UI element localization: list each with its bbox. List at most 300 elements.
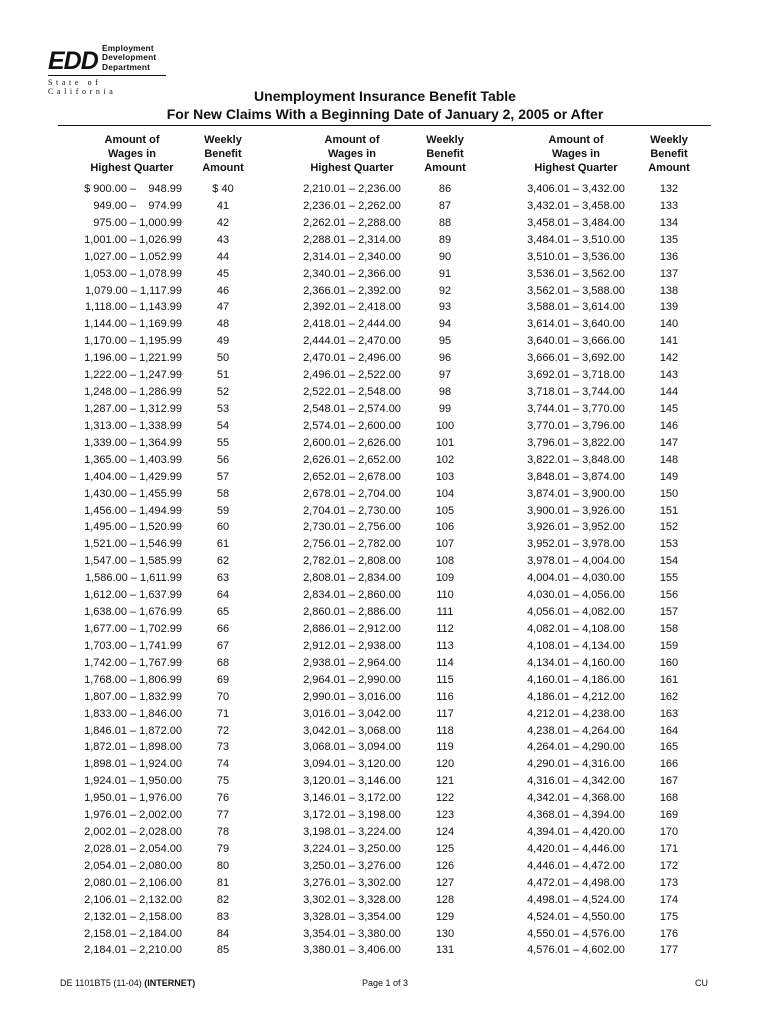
wage-range-cell: 2,444.01 – 2,470.00	[303, 335, 401, 348]
wage-range-cell: 3,146.01 – 3,172.00	[303, 792, 401, 805]
wage-range-cell: 3,666.01 – 3,692.00	[527, 352, 625, 365]
benefit-amount-cell: 160	[659, 656, 679, 669]
benefit-amount-cell: 54	[216, 419, 230, 432]
header-text: Amount	[202, 162, 244, 174]
table-row	[0, 249, 770, 266]
wage-range-cell: 4,238.01 – 4,264.00	[527, 724, 625, 737]
benefit-amount-cell: 45	[216, 267, 230, 280]
column-header-wages-1	[70, 133, 194, 175]
table-row	[0, 333, 770, 350]
benefit-amount-cell: 77	[216, 809, 230, 822]
wage-range-cell: 2,392.01 – 2,418.00	[303, 301, 401, 314]
table-row	[0, 604, 770, 621]
wage-range-cell: 3,276.01 – 3,302.00	[303, 876, 401, 889]
benefit-amount-cell: 49	[216, 335, 230, 348]
header-text: Amount of	[324, 134, 380, 146]
wage-range-cell: 2,990.01 – 3,016.00	[303, 690, 401, 703]
header-text: Benefit	[426, 148, 464, 160]
benefit-amount-cell: 143	[659, 369, 679, 382]
wage-range-cell: 4,082.01 – 4,108.00	[527, 622, 625, 635]
wage-range-cell: 2,782.01 – 2,808.00	[303, 555, 401, 568]
wage-range-cell: 4,550.01 – 4,576.00	[527, 927, 625, 940]
header-text: Weekly	[426, 134, 464, 146]
header-text: Wages in	[552, 148, 600, 160]
header-text: Wages in	[328, 148, 376, 160]
wage-range-cell: 4,030.01 – 4,056.00	[527, 589, 625, 602]
wage-range-cell: 2,756.01 – 2,782.00	[303, 538, 401, 551]
benefit-amount-cell: 172	[659, 859, 679, 872]
wage-range-cell: 1,027.00 – 1,052.99	[84, 250, 182, 263]
wage-range-cell: 3,094.01 – 3,120.00	[303, 758, 401, 771]
table-row	[0, 587, 770, 604]
wage-range-cell: 1,586.00 – 1,611.99	[84, 572, 182, 585]
table-row	[0, 384, 770, 401]
wage-range-cell: 3,380.01 – 3,406.00	[303, 944, 401, 957]
header-text: Highest Quarter	[90, 162, 174, 174]
table-row	[0, 536, 770, 553]
table-row	[0, 181, 770, 198]
benefit-amount-cell: 165	[659, 741, 679, 754]
wage-range-cell: 1,547.00 – 1,585.99	[84, 555, 182, 568]
wage-range-cell: 3,692.01 – 3,718.00	[527, 369, 625, 382]
benefit-amount-cell: 125	[435, 842, 455, 855]
wage-range-cell: 2,366.01 – 2,392.00	[303, 284, 401, 297]
benefit-amount-cell: 80	[216, 859, 230, 872]
wage-range-cell: 975.00 – 1,000.99	[93, 216, 182, 229]
benefit-amount-cell: 100	[435, 419, 455, 432]
benefit-amount-cell: 158	[659, 622, 679, 635]
header-text: Highest Quarter	[310, 162, 394, 174]
edd-logo-mark: EDD	[48, 47, 98, 75]
header-text: Benefit	[650, 148, 688, 160]
wage-range-cell: 2,184.01 – 2,210.00	[84, 944, 182, 957]
benefit-amount-cell: 115	[436, 673, 454, 686]
header-text: Highest Quarter	[534, 162, 618, 174]
table-row	[0, 486, 770, 503]
benefit-amount-cell: 155	[659, 572, 679, 585]
table-row	[0, 824, 770, 841]
table-row	[0, 266, 770, 283]
table-row	[0, 621, 770, 638]
benefit-amount-cell: 59	[216, 504, 230, 517]
benefit-amount-cell: 175	[659, 910, 679, 923]
wage-range-cell: 2,054.01 – 2,080.00	[84, 859, 182, 872]
benefit-amount-cell: 102	[435, 453, 455, 466]
wage-range-cell: 1,404.00 – 1,429.99	[84, 470, 182, 483]
table-row	[0, 469, 770, 486]
wage-range-cell: 4,004.01 – 4,030.00	[527, 572, 625, 585]
benefit-amount-cell: 97	[438, 369, 452, 382]
benefit-amount-cell: 62	[216, 555, 230, 568]
benefit-amount-cell: 87	[438, 199, 452, 212]
wage-range-cell: 3,406.01 – 3,432.00	[527, 183, 625, 195]
wage-range-cell: 3,328.01 – 3,354.00	[303, 910, 401, 923]
wage-range-cell: 2,418.01 – 2,444.00	[303, 318, 401, 331]
table-row	[0, 435, 770, 452]
benefit-amount-cell: 161	[659, 673, 679, 686]
benefit-amount-cell: 112	[436, 622, 454, 635]
wage-range-cell: 3,042.01 – 3,068.00	[303, 724, 401, 737]
benefit-amount-cell: 166	[659, 758, 679, 771]
wage-range-cell: 1,222.00 – 1,247.99	[84, 369, 182, 382]
page-subtitle: For New Claims With a Beginning Date of January 2, 2005 or After	[166, 106, 604, 122]
wage-range-cell: 2,860.01 – 2,886.00	[303, 606, 401, 619]
wage-range-cell: 1,924.01 – 1,950.00	[84, 775, 182, 788]
benefit-amount-cell: 116	[436, 690, 454, 703]
benefit-amount-cell: 56	[216, 453, 230, 466]
wage-range-cell: 2,938.01 – 2,964.00	[303, 656, 401, 669]
logo-line-employment: Employment	[102, 43, 154, 53]
table-row	[0, 706, 770, 723]
table-row	[0, 739, 770, 756]
header-text: Amount of	[548, 134, 604, 146]
benefit-amount-cell: 70	[216, 690, 230, 703]
wage-range-cell: 3,198.01 – 3,224.00	[303, 826, 401, 839]
benefit-amount-cell: 108	[435, 555, 455, 568]
wage-range-cell: 2,106.01 – 2,132.00	[84, 893, 182, 906]
table-row	[0, 638, 770, 655]
form-tag: (INTERNET)	[144, 978, 196, 988]
wage-range-cell: 1,950.01 – 1,976.00	[84, 792, 182, 805]
benefit-amount-cell: 48	[216, 318, 230, 331]
table-row	[0, 892, 770, 909]
header-text: Wages in	[108, 148, 156, 160]
wage-range-cell: 949.00 – 974.99	[93, 199, 182, 212]
benefit-amount-cell: 123	[435, 809, 455, 822]
benefit-amount-cell: 163	[659, 707, 679, 720]
column-header-wages-2	[290, 133, 414, 175]
benefit-amount-cell: 106	[435, 521, 455, 534]
form-code: CU	[695, 978, 708, 988]
benefit-amount-cell: 73	[216, 741, 230, 754]
benefit-amount-cell: 113	[436, 639, 454, 652]
benefit-amount-cell: 78	[216, 826, 230, 839]
benefit-amount-cell: 103	[435, 470, 455, 483]
benefit-amount-cell: 95	[438, 335, 452, 348]
header-text: Amount	[648, 162, 690, 174]
wage-range-cell: 1,742.00 – 1,767.99	[84, 656, 182, 669]
page-title: Unemployment Insurance Benefit Table	[254, 88, 516, 104]
benefit-amount-cell: 164	[659, 724, 679, 737]
benefit-amount-cell: 126	[435, 859, 455, 872]
benefit-amount-cell: 135	[659, 233, 679, 246]
benefit-amount-cell: 152	[659, 521, 679, 534]
wage-range-cell: 4,446.01 – 4,472.00	[527, 859, 625, 872]
benefit-amount-cell: 76	[216, 792, 230, 805]
benefit-amount-cell: 174	[659, 893, 679, 906]
benefit-amount-cell: 72	[216, 724, 230, 737]
benefit-amount-cell: 75	[216, 775, 230, 788]
logo-divider	[48, 75, 166, 76]
table-row	[0, 909, 770, 926]
logo-line-development: Development	[102, 52, 157, 63]
wage-range-cell: 3,016.01 – 3,042.00	[303, 707, 401, 720]
benefit-amount-cell: 127	[435, 876, 455, 889]
wage-range-cell: 1,001.00 – 1,026.99	[84, 233, 182, 246]
benefit-amount-cell: 136	[659, 250, 679, 263]
wage-range-cell: 3,354.01 – 3,380.00	[303, 927, 401, 940]
table-row	[0, 350, 770, 367]
wage-range-cell: 3,822.01 – 3,848.00	[527, 453, 625, 466]
wage-range-cell: 4,342.01 – 4,368.00	[527, 792, 625, 805]
benefit-amount-cell: 41	[216, 199, 230, 212]
wage-range-cell: 3,900.01 – 3,926.00	[527, 504, 625, 517]
benefit-amount-cell: 89	[438, 233, 452, 246]
benefit-amount-cell: 176	[659, 927, 679, 940]
benefit-amount-cell: 169	[659, 809, 679, 822]
benefit-amount-cell: 177	[659, 944, 679, 957]
benefit-amount-cell: 148	[659, 453, 679, 466]
benefit-table	[0, 181, 770, 959]
wage-range-cell: 3,484.01 – 3,510.00	[527, 233, 625, 246]
wage-range-cell: 2,912.01 – 2,938.00	[303, 639, 401, 652]
benefit-amount-cell: 124	[435, 826, 455, 839]
header-text: Benefit	[204, 148, 242, 160]
column-header-wages-3	[514, 133, 638, 175]
benefit-amount-cell: 137	[659, 267, 679, 280]
wage-range-cell: 1,287.00 – 1,312.99	[84, 402, 182, 415]
wage-range-cell: 4,498.01 – 4,524.00	[527, 893, 625, 906]
benefit-amount-cell: 168	[659, 792, 679, 805]
benefit-amount-cell: 88	[438, 216, 452, 229]
benefit-amount-cell: 68	[216, 656, 230, 669]
benefit-amount-cell: 132	[659, 183, 679, 195]
wage-range-cell: 2,314.01 – 2,340.00	[303, 250, 401, 263]
header-text: Amount	[424, 162, 466, 174]
benefit-amount-cell: 82	[216, 893, 230, 906]
table-row	[0, 841, 770, 858]
wage-range-cell: 1,196.00 – 1,221.99	[84, 352, 182, 365]
benefit-amount-cell: 133	[659, 199, 679, 212]
table-row	[0, 942, 770, 959]
benefit-amount-cell: 110	[436, 589, 454, 602]
wage-range-cell: 2,600.01 – 2,626.00	[303, 436, 401, 449]
wage-range-cell: 3,848.01 – 3,874.00	[527, 470, 625, 483]
benefit-amount-cell: 134	[659, 216, 679, 229]
wage-range-cell: 3,770.01 – 3,796.00	[527, 419, 625, 432]
benefit-amount-cell: 121	[435, 775, 455, 788]
benefit-amount-cell: 42	[216, 216, 230, 229]
table-row	[0, 756, 770, 773]
wage-range-cell: 2,626.01 – 2,652.00	[303, 453, 401, 466]
wage-range-cell: 3,458.01 – 3,484.00	[527, 216, 625, 229]
benefit-amount-cell: 93	[438, 301, 452, 314]
benefit-amount-cell: 55	[216, 436, 230, 449]
wage-range-cell: 4,160.01 – 4,186.00	[527, 673, 625, 686]
wage-range-cell: 4,290.01 – 4,316.00	[527, 758, 625, 771]
benefit-amount-cell: 145	[659, 402, 679, 415]
wage-range-cell: 2,496.01 – 2,522.00	[303, 369, 401, 382]
table-row	[0, 723, 770, 740]
wage-range-cell: 3,796.01 – 3,822.00	[527, 436, 625, 449]
wage-range-cell: 2,522.01 – 2,548.00	[303, 386, 401, 399]
benefit-amount-cell: 109	[435, 572, 455, 585]
wage-range-cell: 4,212.01 – 4,238.00	[527, 707, 625, 720]
benefit-amount-cell: 138	[659, 284, 679, 297]
wage-range-cell: 1,898.01 – 1,924.00	[84, 758, 182, 771]
column-header-benefit-3	[642, 133, 696, 175]
benefit-amount-cell: 71	[216, 707, 230, 720]
benefit-amount-cell: 92	[438, 284, 452, 297]
wage-range-cell: 3,250.01 – 3,276.00	[303, 859, 401, 872]
wage-range-cell: 3,120.01 – 3,146.00	[303, 775, 401, 788]
benefit-amount-cell: 74	[216, 758, 230, 771]
benefit-amount-cell: 119	[436, 741, 454, 754]
table-row	[0, 418, 770, 435]
wage-range-cell: 4,576.01 – 4,602.00	[527, 944, 625, 957]
benefit-amount-cell: 170	[659, 826, 679, 839]
wage-range-cell: 1,703.00 – 1,741.99	[84, 639, 182, 652]
wage-range-cell: 4,134.01 – 4,160.00	[527, 656, 625, 669]
wage-range-cell: $ 900.00 – 948.99	[84, 183, 182, 195]
wage-range-cell: 1,365.00 – 1,403.99	[84, 453, 182, 466]
wage-range-cell: 2,080.01 – 2,106.00	[84, 876, 182, 889]
benefit-amount-cell: 167	[659, 775, 679, 788]
table-row	[0, 689, 770, 706]
wage-range-cell: 1,456.00 – 1,494.99	[84, 504, 182, 517]
wage-range-cell: 1,430.00 – 1,455.99	[84, 487, 182, 500]
wage-range-cell: 2,002.01 – 2,028.00	[84, 826, 182, 839]
logo-line-department: Department	[102, 61, 151, 72]
wage-range-cell: 2,834.01 – 2,860.00	[303, 589, 401, 602]
wage-range-cell: 3,874.01 – 3,900.00	[527, 487, 625, 500]
wage-range-cell: 1,976.01 – 2,002.00	[84, 809, 182, 822]
benefit-amount-cell: 69	[216, 673, 230, 686]
benefit-amount-cell: 65	[216, 606, 230, 619]
benefit-amount-cell: 46	[216, 284, 230, 297]
benefit-amount-cell: 86	[438, 183, 452, 195]
benefit-amount-cell: 162	[659, 690, 679, 703]
benefit-amount-cell: 107	[435, 538, 455, 551]
benefit-amount-cell: 111	[436, 606, 454, 619]
benefit-amount-cell: 149	[659, 470, 679, 483]
benefit-amount-cell: 159	[659, 639, 679, 652]
benefit-amount-cell: 99	[438, 402, 452, 415]
header-text: Weekly	[204, 134, 242, 146]
header-text: Amount of	[104, 134, 160, 146]
wage-range-cell: 3,432.01 – 3,458.00	[527, 199, 625, 212]
benefit-amount-cell: 66	[216, 622, 230, 635]
wage-range-cell: 1,833.00 – 1,846.00	[84, 707, 182, 720]
benefit-amount-cell: 53	[216, 402, 230, 415]
wage-range-cell: 3,978.01 – 4,004.00	[527, 555, 625, 568]
benefit-amount-cell: 146	[659, 419, 679, 432]
wage-range-cell: 1,495.00 – 1,520.99	[84, 521, 182, 534]
wage-range-cell: 1,807.00 – 1,832.99	[84, 690, 182, 703]
wage-range-cell: 3,224.01 – 3,250.00	[303, 842, 401, 855]
wage-range-cell: 2,808.01 – 2,834.00	[303, 572, 401, 585]
edd-logo-words	[102, 44, 156, 72]
wage-range-cell: 3,926.01 – 3,952.00	[527, 521, 625, 534]
wage-range-cell: 2,730.01 – 2,756.00	[303, 521, 401, 534]
wage-range-cell: 4,056.01 – 4,082.00	[527, 606, 625, 619]
wage-range-cell: 1,846.01 – 1,872.00	[84, 724, 182, 737]
wage-range-cell: 1,079.00 – 1,117.99	[84, 284, 182, 297]
table-row	[0, 283, 770, 300]
wage-range-cell: 1,677.00 – 1,702.99	[84, 622, 182, 635]
benefit-amount-cell: 120	[435, 758, 455, 771]
wage-range-cell: 2,288.01 – 2,314.00	[303, 233, 401, 246]
benefit-amount-cell: 43	[216, 233, 230, 246]
table-row	[0, 503, 770, 520]
benefit-amount-cell: 81	[216, 876, 230, 889]
wage-range-cell: 4,264.01 – 4,290.00	[527, 741, 625, 754]
benefit-amount-cell: 153	[659, 538, 679, 551]
wage-range-cell: 1,612.00 – 1,637.99	[84, 589, 182, 602]
wage-range-cell: 2,548.01 – 2,574.00	[303, 402, 401, 415]
table-row	[0, 367, 770, 384]
wage-range-cell: 3,588.01 – 3,614.00	[527, 301, 625, 314]
table-row	[0, 790, 770, 807]
benefit-amount-cell: 141	[659, 335, 679, 348]
wage-range-cell: 4,186.01 – 4,212.00	[527, 690, 625, 703]
benefit-amount-cell: 51	[216, 369, 230, 382]
benefit-amount-cell: 64	[216, 589, 230, 602]
benefit-amount-cell: 150	[659, 487, 679, 500]
logo-state-text: State of California	[48, 78, 117, 96]
wage-range-cell: 2,262.01 – 2,288.00	[303, 216, 401, 229]
wage-range-cell: 2,704.01 – 2,730.00	[303, 504, 401, 517]
wage-range-cell: 2,210.01 – 2,236.00	[303, 183, 401, 195]
wage-range-cell: 1,170.00 – 1,195.99	[84, 335, 182, 348]
benefit-amount-cell: 98	[438, 386, 452, 399]
wage-range-cell: 3,744.01 – 3,770.00	[527, 402, 625, 415]
table-row	[0, 875, 770, 892]
benefit-amount-cell: 44	[216, 250, 230, 263]
benefit-amount-cell: 147	[659, 436, 679, 449]
benefit-amount-cell: 47	[216, 301, 230, 314]
wage-range-cell: 2,678.01 – 2,704.00	[303, 487, 401, 500]
benefit-amount-cell: 105	[435, 504, 455, 517]
benefit-amount-cell: 63	[216, 572, 230, 585]
benefit-amount-cell: 130	[435, 927, 455, 940]
benefit-amount-cell: 61	[216, 538, 230, 551]
benefit-amount-cell: 67	[216, 639, 230, 652]
table-row	[0, 232, 770, 249]
table-row	[0, 773, 770, 790]
benefit-amount-cell: 117	[436, 707, 454, 720]
benefit-amount-cell: 173	[659, 876, 679, 889]
table-row	[0, 316, 770, 333]
benefit-amount-cell: 131	[435, 944, 455, 957]
table-row	[0, 926, 770, 943]
wage-range-cell: 1,872.01 – 1,898.00	[84, 741, 182, 754]
table-row	[0, 858, 770, 875]
wage-range-cell: 4,472.01 – 4,498.00	[527, 876, 625, 889]
benefit-amount-cell: 139	[659, 301, 679, 314]
wage-range-cell: 1,313.00 – 1,338.99	[84, 419, 182, 432]
wage-range-cell: 3,510.01 – 3,536.00	[527, 250, 625, 263]
wage-range-cell: 4,368.01 – 4,394.00	[527, 809, 625, 822]
wage-range-cell: 2,028.01 – 2,054.00	[84, 842, 182, 855]
benefit-amount-cell: 60	[216, 521, 230, 534]
wage-range-cell: 4,316.01 – 4,342.00	[527, 775, 625, 788]
table-row	[0, 519, 770, 536]
benefit-amount-cell: 114	[436, 656, 454, 669]
table-row	[0, 452, 770, 469]
wage-range-cell: 3,302.01 – 3,328.00	[303, 893, 401, 906]
benefit-amount-cell: 156	[659, 589, 679, 602]
column-header-benefit-1	[196, 133, 250, 175]
benefit-amount-cell: 96	[438, 352, 452, 365]
table-row	[0, 299, 770, 316]
table-row	[0, 570, 770, 587]
wage-range-cell: 1,053.00 – 1,078.99	[84, 267, 182, 280]
table-row	[0, 215, 770, 232]
benefit-amount-cell: 151	[659, 504, 679, 517]
benefit-amount-cell: 94	[438, 318, 452, 331]
wage-range-cell: 1,118.00 – 1,143.99	[84, 301, 182, 314]
